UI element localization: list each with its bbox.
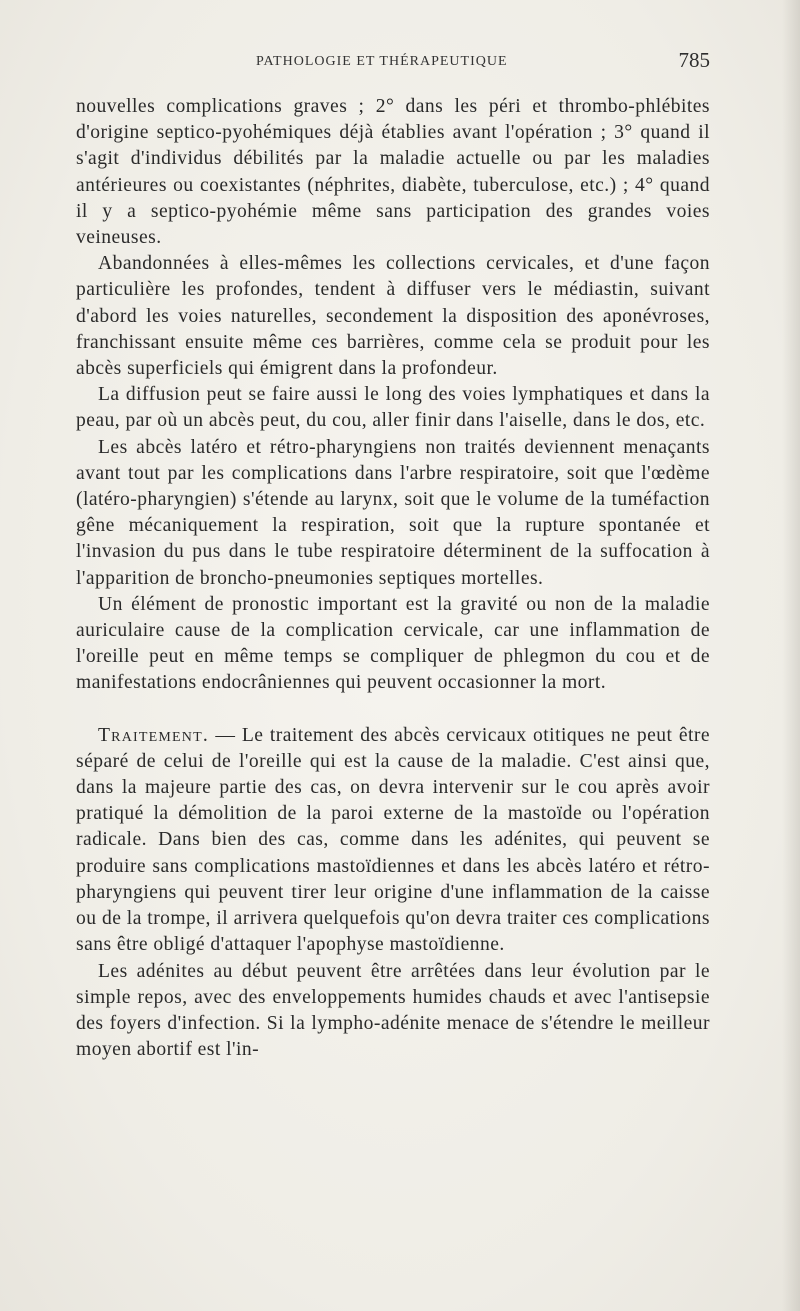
paragraph: Un élément de pronostic important est la gravité ou non de la maladie auriculaire cause de la complication cervicale, car une inflammation de l'oreille peut en même temps se compliquer de phlegmon du cou et de manifestations endocrâniennes qui peuvent occasionner la mort.	[76, 593, 710, 694]
page-header	[76, 48, 710, 78]
treatment-paragraph	[76, 723, 710, 959]
running-title: PATHOLOGIE ET THÉRAPEUTIQUE	[256, 54, 508, 69]
treatment-text: — Le traitement des abcès cervicaux otitiques ne peut être séparé de celui de l'oreille qui est la cause de la maladie. C'est ainsi que, dans la majeure partie des cas, on devra intervenir sur le cou après avoir pratiqué la démolition de la paroi externe de la mastoïde ou l'opération radicale. Dans bien des cas, comme dans les adénites, qui peuvent se produire sans complications mastoïdiennes et dans les abcès latéro et rétro-pharyngiens qui peuvent tirer leur origine d'une inflammation de la caisse ou de la trompe, il arrivera quelquefois qu'on devra traiter ces complications sans être obligé d'attaquer l'apophyse mastoïdienne.	[76, 724, 710, 956]
paragraph: Les adénites au début peuvent être arrêtées dans leur évolution par le simple repos, avec des enveloppements humides chauds et avec l'antisepsie des foyers d'infection. Si la lympho-adénite menace de s'étendre le meilleur moyen abortif est l'in-	[76, 960, 710, 1061]
paragraph: Les abcès latéro et rétro-pharyngiens non traités deviennent menaçants avant tout par les complications dans l'arbre respiratoire, soit que l'œdème (latéro-pharyngien) s'étende au larynx, soit que le volume de la tuméfaction gêne mécaniquement la respiration, soit que la rupture spontanée et l'invasion du pus dans le tube respiratoire déterminent de la suffocation à l'apparition de broncho-pneumonies septiques mortelles.	[76, 436, 710, 589]
paragraph: nouvelles complications graves ; 2° dans les péri et thrombo-phlébites d'origine septico-pyohémiques déjà établies avant l'opération ; 3° quand il s'agit d'individus débilités par la maladie actuelle ou par les maladies antérieures ou coexistantes (néphrites, diabète, tuberculose, etc.) ; 4° quand il y a septico-pyohémie même sans participation des grandes voies veineuses.	[76, 96, 710, 249]
body-text	[76, 94, 710, 1063]
paragraph: Abandonnées à elles-mêmes les collections cervicales, et d'une façon particulière les profondes, tendent à diffuser vers le médiastin, suivant d'abord les voies naturelles, secondement la disposition des aponévroses, franchissant ensuite même ces barrières, comme cela se produit pour les abcès superficiels qui émigrent dans la profondeur.	[76, 253, 710, 380]
page-edge-shadow	[782, 0, 800, 1311]
section-heading-traitement: Traitement.	[98, 724, 209, 746]
page-number: 785	[678, 48, 710, 72]
paragraph: La diffusion peut se faire aussi le long des voies lymphatiques et dans la peau, par où un abcès peut, du cou, aller finir dans l'aiselle, dans le dos, etc.	[76, 384, 710, 432]
